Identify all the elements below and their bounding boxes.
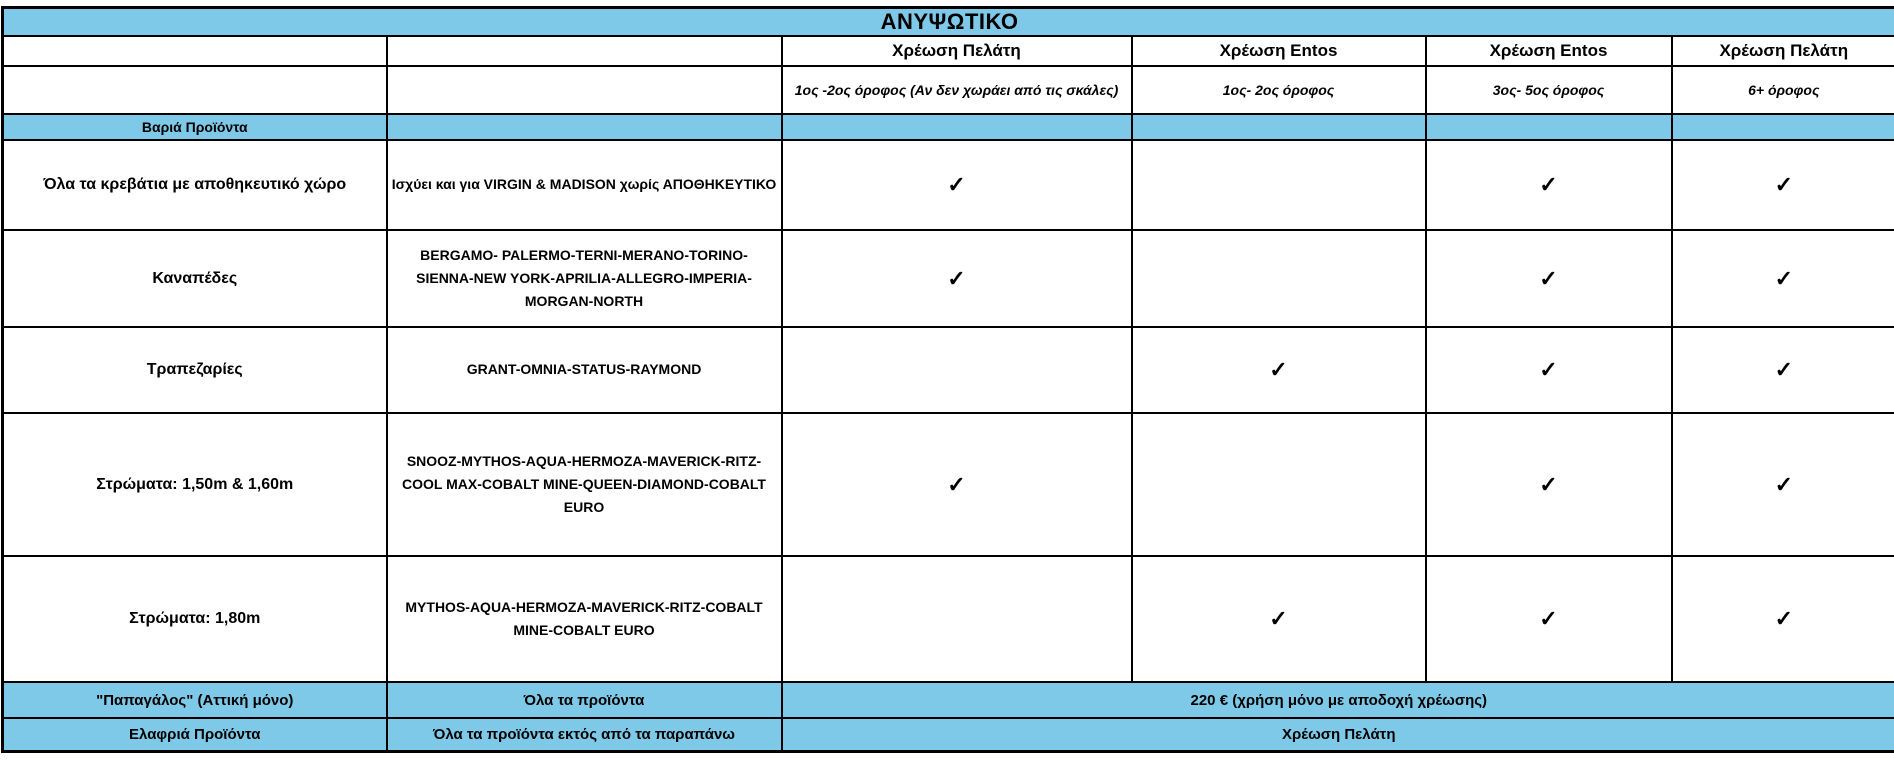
products-cell: GRANT-OMNIA-STATUS-RAYMOND bbox=[387, 327, 782, 413]
checkmark-cell: ✓ bbox=[1426, 556, 1672, 682]
pricing-table bbox=[1, 6, 1894, 753]
empty-header-cell bbox=[3, 36, 387, 66]
category-cell: Όλα τα κρεβάτια με αποθηκευτικό χώρο bbox=[3, 140, 387, 230]
charge-header-customer-2: Χρέωση Πελάτη bbox=[1672, 36, 1894, 66]
checkmark-cell: ✓ bbox=[1672, 140, 1894, 230]
floor-header-6plus: 6+ όροφος bbox=[1672, 66, 1894, 114]
checkmark-cell: ✓ bbox=[1132, 556, 1426, 682]
footer-category-cell: Ελαφριά Προϊόντα bbox=[3, 718, 387, 751]
checkmark-cell bbox=[1132, 413, 1426, 556]
empty-header-cell bbox=[3, 66, 387, 114]
footer-products-cell: Όλα τα προϊόντα εκτός από τα παραπάνω bbox=[387, 718, 782, 751]
checkmark-cell: ✓ bbox=[782, 413, 1132, 556]
table-row bbox=[3, 8, 1894, 37]
checkmark-cell: ✓ bbox=[1426, 327, 1672, 413]
page-title: ΑΝΥΨΩΤΙΚΟ bbox=[3, 8, 1894, 37]
checkmark-cell: ✓ bbox=[782, 230, 1132, 327]
empty-header-cell bbox=[387, 36, 782, 66]
band-empty-cell bbox=[1132, 114, 1426, 140]
products-cell: Ισχύει και για VIRGIN & MADISON χωρίς ΑΠΟΘΗΚΕΥΤΙΚΟ bbox=[387, 140, 782, 230]
section-band-row bbox=[3, 114, 1894, 140]
checkmark-cell bbox=[782, 327, 1132, 413]
charge-header-entos-1: Χρέωση Entos bbox=[1132, 36, 1426, 66]
table-row bbox=[3, 413, 1894, 556]
floor-header-3-5: 3ος- 5ος όροφος bbox=[1426, 66, 1672, 114]
footer-note-cell: Χρέωση Πελάτη bbox=[782, 718, 1894, 751]
table-row bbox=[3, 556, 1894, 682]
checkmark-cell: ✓ bbox=[1672, 556, 1894, 682]
checkmark-cell: ✓ bbox=[1132, 327, 1426, 413]
footer-row-parrot bbox=[3, 682, 1894, 718]
footer-row-light-products bbox=[3, 718, 1894, 751]
band-empty-cell bbox=[387, 114, 782, 140]
floor-header-1-2: 1ος- 2ος όροφος bbox=[1132, 66, 1426, 114]
band-empty-cell bbox=[1426, 114, 1672, 140]
footer-products-cell: Όλα τα προϊόντα bbox=[387, 682, 782, 718]
checkmark-cell: ✓ bbox=[782, 140, 1132, 230]
checkmark-cell: ✓ bbox=[1672, 327, 1894, 413]
table-row bbox=[3, 66, 1894, 114]
checkmark-cell: ✓ bbox=[1672, 413, 1894, 556]
charge-header-entos-2: Χρέωση Entos bbox=[1426, 36, 1672, 66]
checkmark-cell: ✓ bbox=[1426, 230, 1672, 327]
charge-header-customer-1: Χρέωση Πελάτη bbox=[782, 36, 1132, 66]
band-empty-cell bbox=[782, 114, 1132, 140]
table-row bbox=[3, 230, 1894, 327]
empty-header-cell bbox=[387, 66, 782, 114]
section-heavy-products-label: Βαριά Προϊόντα bbox=[3, 114, 387, 140]
checkmark-cell: ✓ bbox=[1672, 230, 1894, 327]
checkmark-cell: ✓ bbox=[1426, 413, 1672, 556]
band-empty-cell bbox=[1672, 114, 1894, 140]
footer-category-cell: "Παπαγάλος" (Αττική μόνο) bbox=[3, 682, 387, 718]
category-cell: Καναπέδες bbox=[3, 230, 387, 327]
products-cell: MYTHOS-AQUA-HERMOZA-MAVERICK-RITZ-COBALT MINE-COBALT EURO bbox=[387, 556, 782, 682]
checkmark-cell bbox=[782, 556, 1132, 682]
floor-header-1-2-stairs: 1ος -2ος όροφος (Αν δεν χωράει από τις σκάλες) bbox=[782, 66, 1132, 114]
table-row bbox=[3, 140, 1894, 230]
table-row bbox=[3, 327, 1894, 413]
category-cell: Τραπεζαρίες bbox=[3, 327, 387, 413]
category-cell: Στρώματα: 1,50m & 1,60m bbox=[3, 413, 387, 556]
checkmark-cell bbox=[1132, 230, 1426, 327]
checkmark-cell bbox=[1132, 140, 1426, 230]
products-cell: BERGAMO- PALERMO-TERNI-MERANO-TORINO-SIENNA-NEW YORK-APRILIA-ALLEGRO-IMPERIA-MORGAN-NORTH bbox=[387, 230, 782, 327]
footer-note-cell: 220 € (χρήση μόνο με αποδοχή χρέωσης) bbox=[782, 682, 1894, 718]
checkmark-cell: ✓ bbox=[1426, 140, 1672, 230]
category-cell: Στρώματα: 1,80m bbox=[3, 556, 387, 682]
table-row bbox=[3, 36, 1894, 66]
products-cell: SNOOZ-MYTHOS-AQUA-HERMOZA-MAVERICK-RITZ-COOL MAX-COBALT MINE-QUEEN-DIAMOND-COBALT EURO bbox=[387, 413, 782, 556]
